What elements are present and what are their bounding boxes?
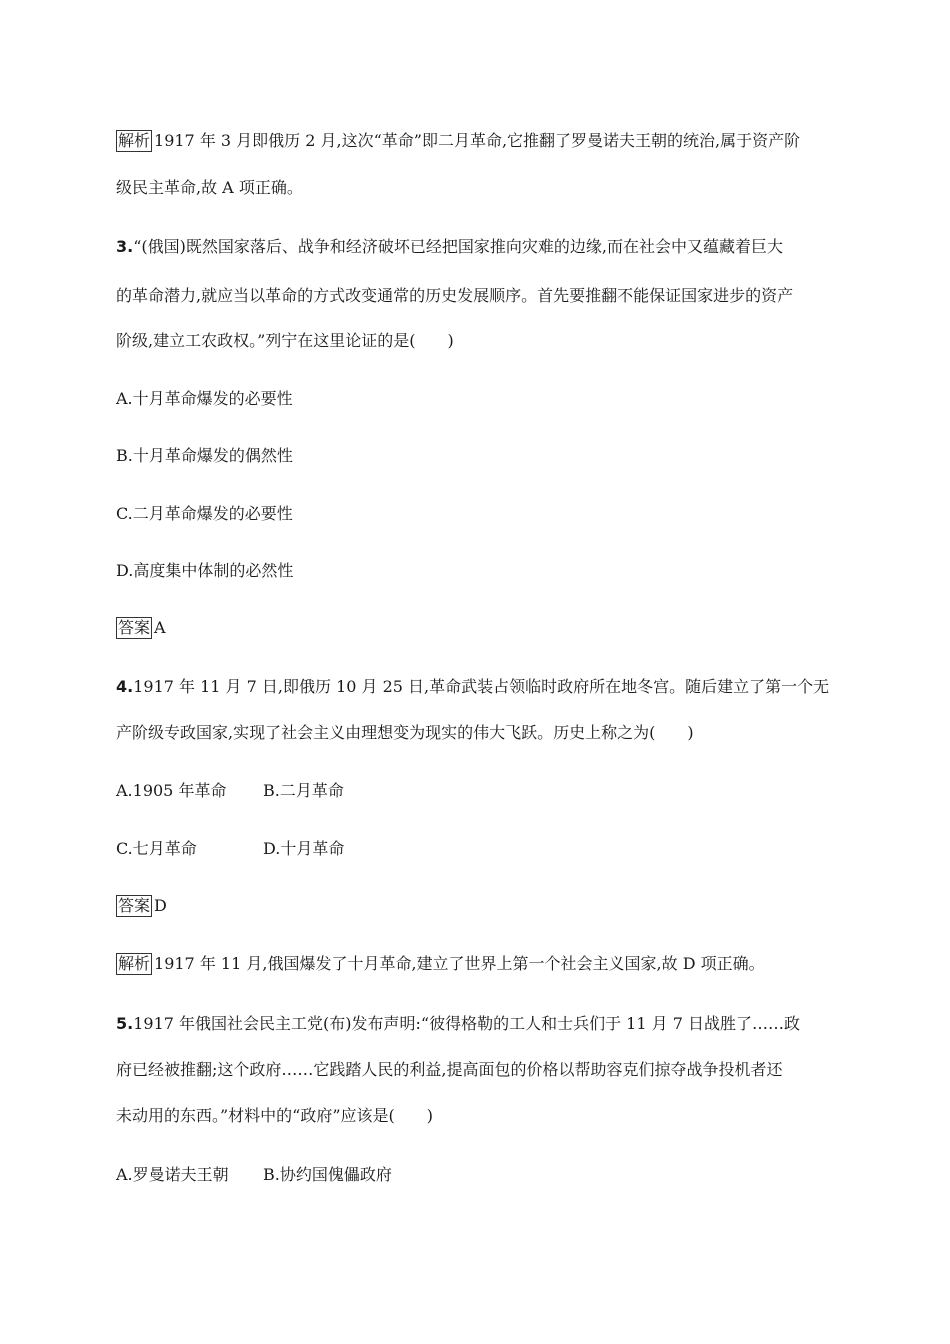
q4-analysis [116, 953, 765, 975]
q4-stem-text1: 1917 年 11 月 7 日,即俄历 10 月 25 日,革命武装占领临时政府所在地冬宫。随后建立了第一个无 [133, 677, 830, 696]
q5-number: 5. [116, 1014, 134, 1033]
q4-stem-line1 [116, 676, 829, 698]
q3-option-a: A.十月革命爆发的必要性 [116, 389, 293, 408]
q5-stem-line2: 府已经被推翻;这个政府……它践踏人民的利益,提高面包的价格以帮助容克们掠夺战争投机者还 [116, 1060, 783, 1079]
q5-stem-line3: 未动用的东西。”材料中的“政府”应该是( ) [116, 1106, 434, 1125]
q4-number: 4. [116, 677, 134, 696]
q4-stem-line2: 产阶级专政国家,实现了社会主义由理想变为现实的伟大飞跃。历史上称之为( ) [116, 723, 694, 742]
answer-tag: 答案 [118, 896, 151, 915]
q3-option-b: B.十月革命爆发的偶然性 [116, 446, 293, 465]
q4-option-b: B.二月革命 [263, 781, 344, 800]
q4-option-c: C.七月革命 [116, 839, 197, 858]
q3-answer [116, 617, 166, 639]
q4-option-a: A.1905 年革命 [116, 781, 227, 800]
q4-options-row1 [116, 780, 516, 802]
q3-answer-value: A [154, 618, 166, 637]
q3-option-c: C.二月革命爆发的必要性 [116, 504, 293, 523]
q2-analysis-line2: 级民主革命,故 A 项正确。 [116, 178, 303, 197]
q5-options-row1 [116, 1164, 516, 1186]
q3-number: 3. [116, 237, 134, 256]
q3-stem-line2: 的革命潜力,就应当以革命的方式改变通常的历史发展顺序。首先要推翻不能保证国家进步的资产 [116, 286, 794, 305]
q5-option-b: B.协约国傀儡政府 [263, 1165, 392, 1184]
q4-analysis-text: 1917 年 11 月,俄国爆发了十月革命,建立了世界上第一个社会主义国家,故 D 项正确。 [154, 954, 765, 973]
q3-stem-text1: “(俄国)既然国家落后、战争和经济破坏已经把国家推向灾难的边缘,而在社会中又蕴藏着巨大 [133, 237, 783, 256]
q3-option-d: D.高度集中体制的必然性 [116, 561, 294, 580]
q4-option-d: D.十月革命 [263, 839, 345, 858]
q4-options-row2 [116, 838, 516, 860]
q5-option-a: A.罗曼诺夫王朝 [116, 1165, 229, 1184]
q4-answer [116, 895, 167, 917]
q4-answer-value: D [154, 896, 167, 915]
analysis-tag: 解析 [118, 131, 151, 150]
q3-stem-line3: 阶级,建立工农政权。”列宁在这里论证的是( ) [116, 331, 454, 350]
q2-analysis-line1 [116, 130, 800, 152]
q3-stem-line1 [116, 236, 783, 258]
analysis-tag: 解析 [118, 954, 151, 973]
q5-stem-line1 [116, 1013, 800, 1035]
q2-analysis-text1: 1917 年 3 月即俄历 2 月,这次“革命”即二月革命,它推翻了罗曼诺夫王朝的统治,属于资产阶 [154, 131, 801, 150]
answer-tag: 答案 [118, 618, 151, 637]
q5-stem-text1: 1917 年俄国社会民主工党(布)发布声明:“彼得格勒的工人和士兵们于 11 月 7 日战胜了……政 [133, 1014, 800, 1033]
